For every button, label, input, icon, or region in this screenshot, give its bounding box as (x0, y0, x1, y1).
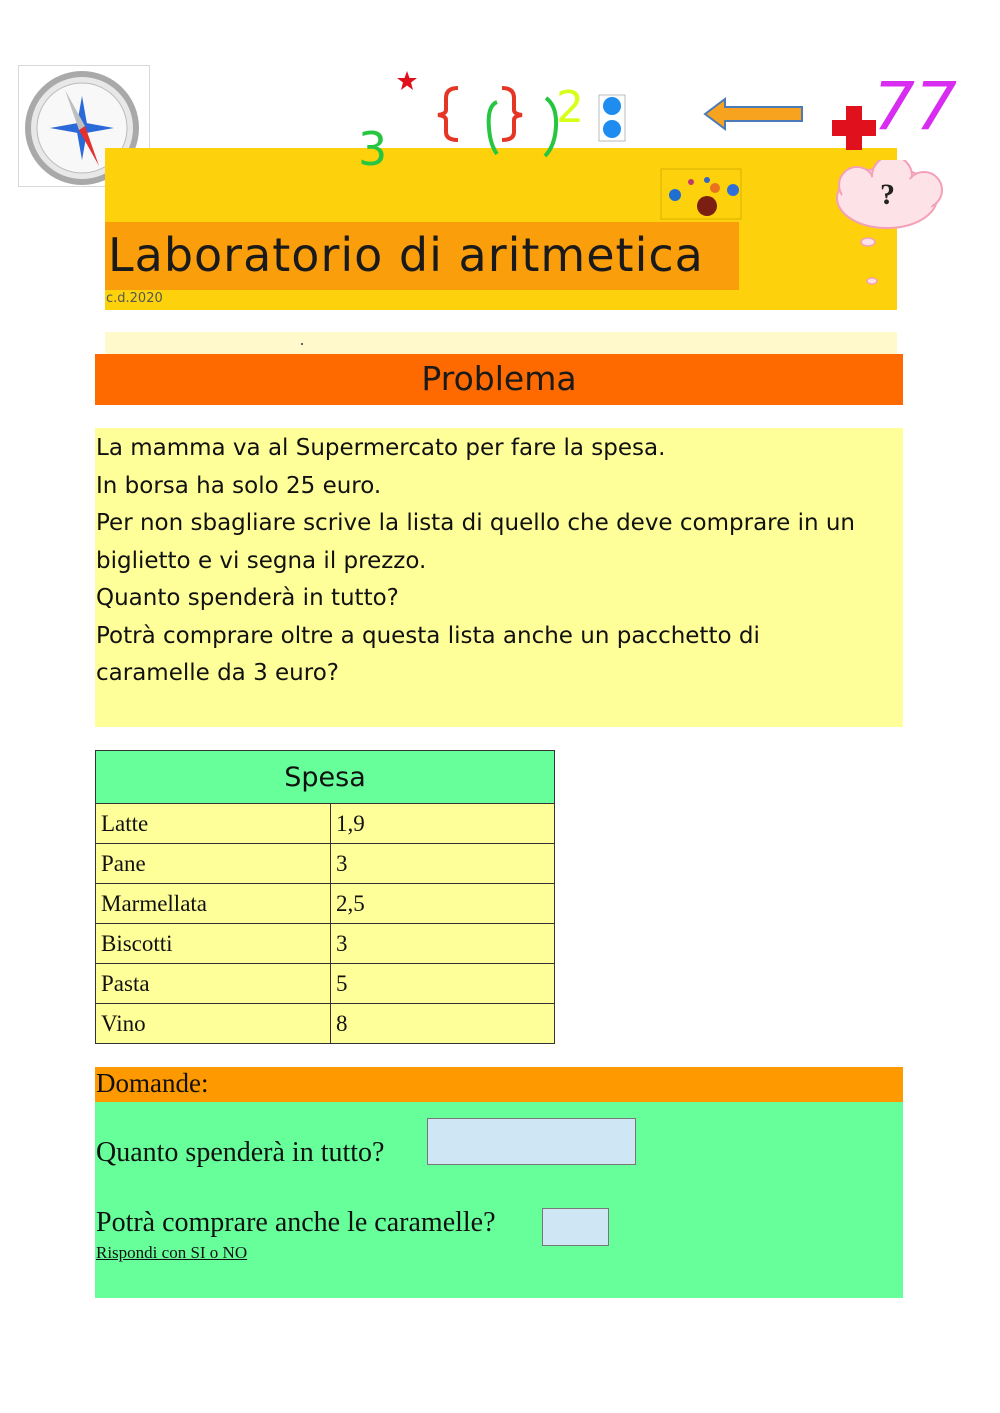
problem-line: Quanto spenderà in tutto? (96, 585, 399, 611)
price-cell: 8 (331, 1004, 555, 1044)
price-cell: 1,9 (331, 804, 555, 844)
item-cell: Biscotti (96, 924, 331, 964)
problem-line: In borsa ha solo 25 euro. (96, 472, 382, 499)
candies-answer-input[interactable] (542, 1208, 609, 1246)
questions-bar (95, 1067, 903, 1102)
problem-line: Potrà comprare oltre a questa lista anche un pacchetto di (96, 622, 760, 649)
table-row (96, 964, 555, 1004)
item-cell: Vino (96, 1004, 331, 1044)
balls-icon (660, 168, 742, 224)
table-header-row (96, 751, 555, 804)
problem-line: La mamma va al Supermercato per fare la spesa. (96, 435, 666, 461)
red-star-icon (396, 70, 418, 96)
problem-line: biglietto e vi segna il prezzo. (96, 547, 427, 574)
item-cell: Marmellata (96, 884, 331, 924)
left-arrow-icon (703, 97, 805, 135)
question-total-label: Quanto spenderà in tutto? (96, 1137, 385, 1168)
price-cell: 2,5 (331, 884, 555, 924)
item-cell: Pasta (96, 964, 331, 1004)
shopping-table (95, 750, 555, 1044)
question-candies-label: Potrà comprare anche le caramelle? (96, 1207, 496, 1238)
question-mark: ? (880, 178, 895, 211)
table-row (96, 844, 555, 884)
table-row (96, 884, 555, 924)
digit-three: 3 (358, 122, 388, 176)
price-cell: 3 (331, 924, 555, 964)
problem-line: caramelle da 3 euro? (96, 660, 339, 686)
table-heading: Spesa (96, 751, 555, 804)
problem-line: Per non sbagliare scrive la lista di quello che deve comprare in un (96, 510, 856, 536)
price-cell: 3 (331, 844, 555, 884)
page-title: Laboratorio di aritmetica (108, 228, 704, 282)
item-cell: Pane (96, 844, 331, 884)
blue-dots-icon (598, 94, 628, 148)
digit-two: 2 (556, 82, 584, 133)
total-answer-input[interactable] (427, 1118, 636, 1165)
curly-braces-icon (433, 84, 563, 168)
table-row (96, 1004, 555, 1044)
digits-seven-seven: 77 (873, 68, 957, 145)
red-cross-icon (830, 104, 878, 156)
table-row (96, 804, 555, 844)
problem-heading: Problema (421, 359, 577, 398)
pale-band (105, 332, 897, 354)
price-cell: 5 (331, 964, 555, 1004)
item-cell: Latte (96, 804, 331, 844)
credit-text: c.d.2020 (106, 291, 163, 306)
table-row (96, 924, 555, 964)
problem-text (96, 430, 906, 693)
questions-heading: Domande: (96, 1068, 209, 1098)
answer-hint: Rispondi con SI o NO (96, 1243, 248, 1262)
divider-dot (301, 343, 303, 345)
